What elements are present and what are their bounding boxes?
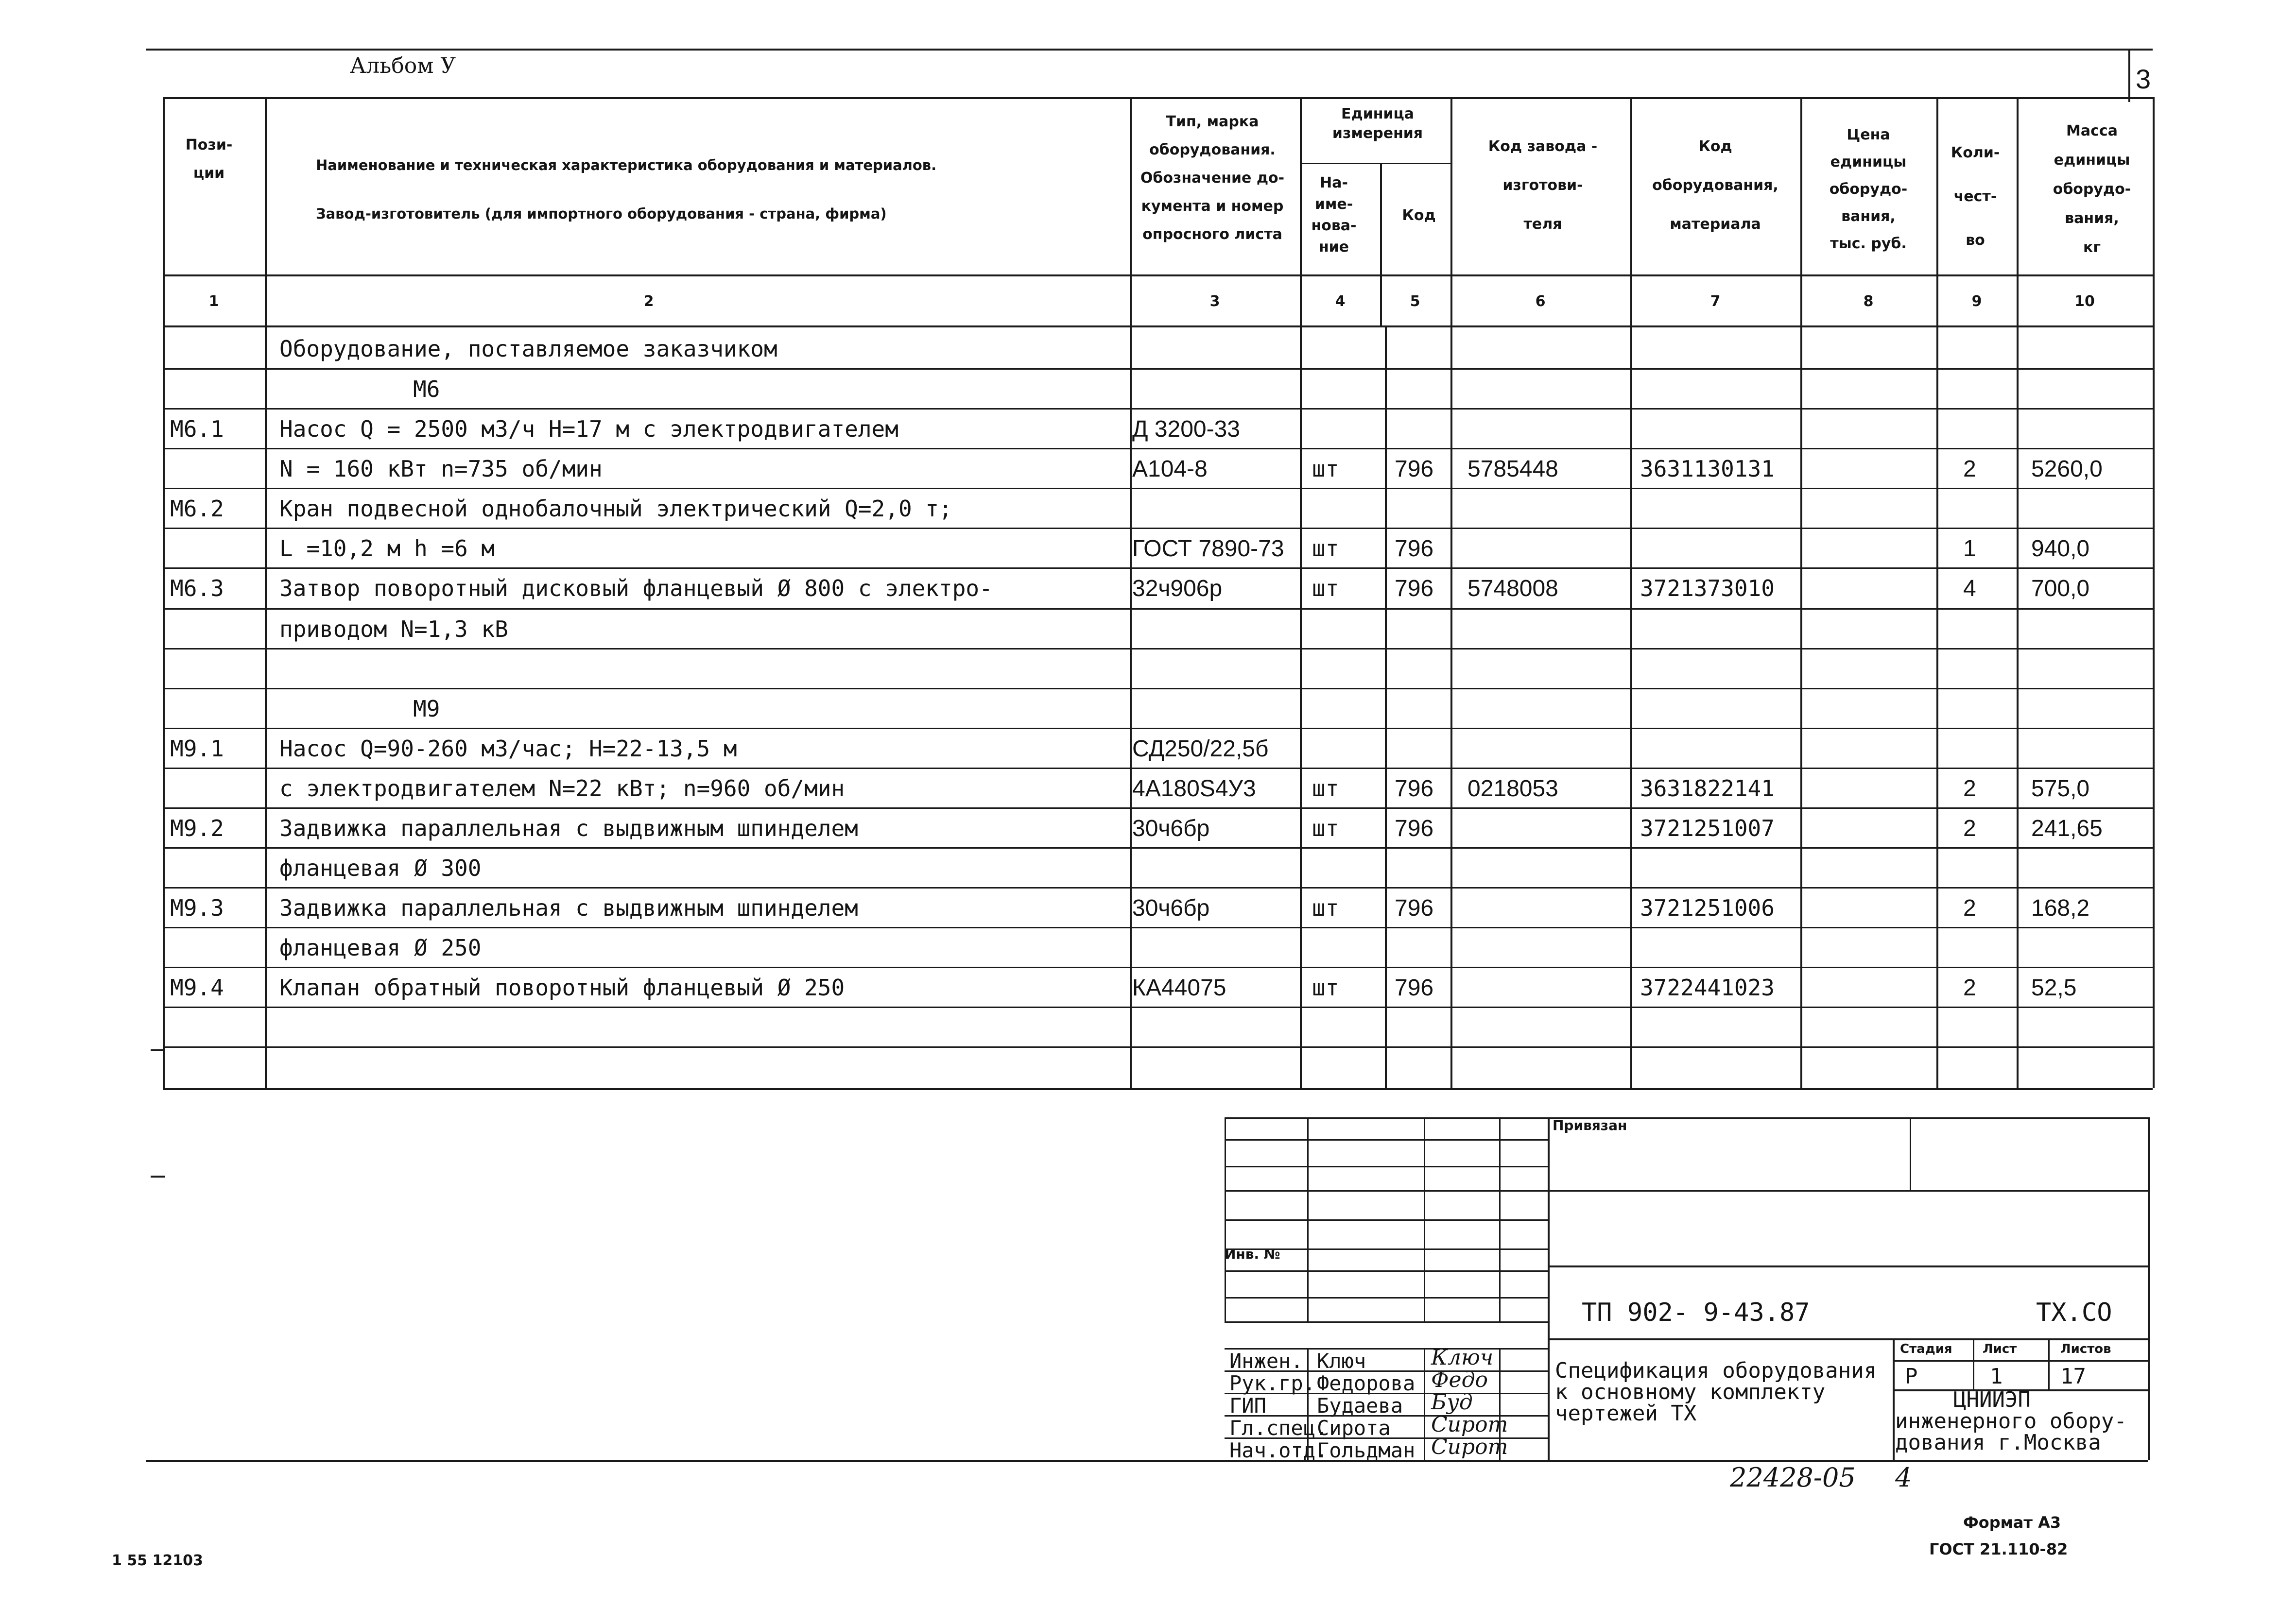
cell-code: 796 — [1395, 536, 1434, 562]
page-bottom-rule — [146, 1460, 2148, 1462]
column-number: 9 — [1971, 293, 1982, 310]
cell-name: М9 — [413, 696, 440, 722]
cell-equip: 3721251006 — [1640, 895, 1775, 921]
sheet-label: Лист — [1983, 1342, 2017, 1356]
cell-unit: шт — [1312, 535, 1339, 562]
cell-name: Затвор поворотный дисковый фланцевый Ø 800 с электро- — [279, 575, 993, 601]
cell-mass: 5260,0 — [2031, 456, 2103, 482]
column-border — [1630, 97, 1632, 1088]
stamp-line — [1910, 1117, 1911, 1190]
cell-qty: 2 — [1963, 895, 1976, 921]
row-border — [163, 768, 2153, 769]
cell-name: М6 — [413, 376, 440, 402]
stamp-line — [1548, 1190, 2148, 1192]
cell-unit: шт — [1312, 575, 1339, 601]
row-border — [163, 847, 2153, 849]
cell-code: 796 — [1395, 975, 1434, 1001]
cell-factory: 5748008 — [1467, 576, 1558, 601]
hdr-col7: Код оборудования, материала — [1652, 138, 1778, 233]
unit-subheader-line — [1300, 163, 1450, 164]
cell-equip: 3631130131 — [1640, 456, 1775, 482]
cell-type: 32ч906р — [1132, 576, 1223, 601]
cell-unit: шт — [1312, 895, 1339, 921]
hdr-col2: Наименование и техническая характеристика оборудования и материалов. Завод-изготовитель (для импортного оборудования - страна, фирма) — [316, 157, 937, 222]
cell-name: Насос Q = 2500 м3/ч Н=17 м с электродвигателем — [279, 416, 898, 442]
column-border — [2017, 97, 2019, 1088]
column-number: 7 — [1710, 293, 1721, 310]
person-name: Будаева — [1317, 1394, 1403, 1418]
signature: Буд — [1431, 1390, 1473, 1415]
cell-equip: 3631822141 — [1640, 775, 1775, 802]
stamp-line — [1499, 1117, 1501, 1321]
header-bottom-border — [163, 274, 2153, 276]
stamp-line — [2048, 1338, 2050, 1389]
row-border — [163, 688, 2153, 689]
cell-type: КА44075 — [1132, 975, 1226, 1001]
stamp-line — [1548, 1338, 2148, 1340]
top-rule — [146, 49, 2153, 51]
cell-mass: 168,2 — [2031, 895, 2090, 921]
cell-type: ГОСТ 7890-73 — [1132, 536, 1284, 562]
cell-name: приводом N=1,3 кВ — [279, 616, 508, 642]
cell-mass: 52,5 — [2031, 975, 2077, 1001]
numbers-bottom-border — [163, 325, 2153, 327]
hdr-col3: Тип, марка оборудования. Обозначение до- кумента и номер опросного листа — [1140, 113, 1285, 243]
hdr-col10: Масса единицы оборудо- вания, кг — [2053, 122, 2131, 256]
role: ГИП — [1229, 1394, 1266, 1418]
row-border — [163, 448, 2153, 449]
column-border — [1936, 97, 1938, 1088]
cell-unit: шт — [1312, 775, 1339, 802]
person-name: Сирота — [1317, 1416, 1391, 1440]
table-top-border — [163, 97, 2153, 99]
person-name: Ключ — [1317, 1349, 1366, 1373]
cell-pos: М6.2 — [170, 496, 224, 522]
role: Инжен. — [1229, 1349, 1303, 1373]
column-border — [1800, 97, 1802, 1088]
cell-qty: 2 — [1963, 776, 1976, 802]
handwritten-number: 22428-05 — [1730, 1462, 1856, 1493]
cell-type: Д 3200-33 — [1132, 416, 1240, 442]
cell-name: с электродвигателем N=22 кВт; n=960 об/мин — [279, 775, 845, 802]
stamp-line — [1225, 1321, 1548, 1323]
cell-pos: М6.1 — [170, 416, 224, 442]
doc-code: ТП 902- 9-43.87 — [1582, 1298, 1810, 1327]
cell-name: N = 160 кВт n=735 об/мин — [279, 456, 603, 482]
cell-code: 796 — [1395, 456, 1434, 482]
margin-tick — [151, 1176, 165, 1178]
row-border — [163, 728, 2153, 729]
sheets-label: Листов — [2060, 1342, 2111, 1356]
album-label: Альбом У — [350, 53, 456, 78]
signature: Ключ — [1431, 1345, 1494, 1370]
cell-mass: 241,65 — [2031, 816, 2103, 841]
stamp-line — [1307, 1117, 1309, 1321]
stamp-line — [1893, 1389, 2148, 1391]
cell-factory: 5785448 — [1467, 456, 1558, 482]
cell-qty: 2 — [1963, 456, 1976, 482]
cell-unit: шт — [1312, 815, 1339, 841]
stage-label: Стадия — [1900, 1342, 1952, 1356]
cell-name: фланцевая Ø 300 — [279, 855, 482, 881]
stamp-line — [1548, 1117, 1550, 1460]
handwritten-sheet: 4 — [1895, 1462, 1912, 1493]
cell-type: 4А180S4У3 — [1132, 776, 1256, 802]
cell-type: СД250/22,5б — [1132, 736, 1269, 762]
column-border — [1380, 163, 1382, 325]
row-border — [163, 528, 2153, 529]
cell-name: Насос Q=90-260 м3/час; Н=22-13,5 м — [279, 735, 737, 762]
stage-value: Р — [1905, 1364, 1918, 1389]
stamp-line — [1424, 1117, 1425, 1321]
column-border — [1300, 97, 1302, 1088]
column-number: 8 — [1863, 293, 1874, 310]
column-border — [1385, 325, 1387, 1088]
hdr-col4: На- име- нова- ние — [1311, 174, 1357, 256]
signature: Сирот — [1431, 1412, 1508, 1437]
cell-qty: 2 — [1963, 975, 1976, 1001]
column-number: 4 — [1335, 293, 1346, 310]
stamp-line — [1973, 1338, 1974, 1389]
cell-qty: 1 — [1963, 536, 1976, 562]
cell-unit: шт — [1312, 456, 1339, 482]
cell-type: 30ч6бр — [1132, 895, 1210, 921]
cell-code: 796 — [1395, 895, 1434, 921]
sheets-value: 17 — [2060, 1364, 2086, 1389]
row-border — [163, 927, 2153, 928]
person-name: Гольдман — [1317, 1438, 1416, 1462]
cell-equip: 3721251007 — [1640, 815, 1775, 841]
stamp-line — [1307, 1348, 1309, 1460]
row-border — [163, 887, 2153, 889]
cell-equip: 3722441023 — [1640, 974, 1775, 1001]
cell-pos: М9.1 — [170, 735, 224, 762]
row-border — [163, 648, 2153, 650]
doc-mark: ТХ.СО — [2036, 1298, 2112, 1327]
privyazan-label: Привязан — [1553, 1117, 1627, 1133]
cell-equip: 3721373010 — [1640, 575, 1775, 601]
cell-mass: 575,0 — [2031, 776, 2090, 802]
signature: Федо — [1431, 1368, 1488, 1392]
row-border — [163, 1046, 2153, 1048]
hdr-col9: Коли- чест- во — [1951, 144, 2000, 249]
hdr-col5: Код — [1402, 207, 1436, 224]
cell-mass: 940,0 — [2031, 536, 2090, 562]
cell-name: L =10,2 м h =6 м — [279, 535, 495, 562]
gost-label: ГОСТ 21.110-82 — [1929, 1540, 2068, 1558]
column-border — [1130, 97, 1132, 1088]
column-number: 5 — [1410, 293, 1420, 310]
cell-qty: 4 — [1963, 576, 1976, 601]
organization: ЦНИИЭП инженерного обору- дования г.Москва — [1895, 1387, 2127, 1455]
sheet-value: 1 — [1990, 1364, 2003, 1389]
sheet-corner-number: 3 — [2136, 64, 2151, 94]
table-bottom-border — [163, 1088, 2153, 1090]
stamp-line — [1499, 1348, 1501, 1460]
format-label: Формат А3 — [1963, 1513, 2061, 1532]
cell-code: 796 — [1395, 816, 1434, 841]
row-border — [163, 368, 2153, 370]
cell-name: Клапан обратный поворотный фланцевый Ø 250 — [279, 974, 845, 1001]
column-border — [2153, 97, 2155, 1088]
cell-name: Задвижка параллельная с выдвижным шпинделем — [279, 895, 858, 921]
cell-name: Кран подвесной однобалочный электрический Q=2,0 т; — [279, 496, 952, 522]
column-border — [1450, 97, 1452, 1088]
inv-label: Инв. № — [1225, 1246, 1280, 1262]
cell-pos: М6.3 — [170, 575, 224, 601]
column-border — [163, 97, 165, 1088]
cell-mass: 700,0 — [2031, 576, 2090, 601]
row-border — [163, 567, 2153, 569]
cell-name: Задвижка параллельная с выдвижным шпинделем — [279, 815, 858, 841]
column-number: 2 — [643, 293, 654, 310]
stamp-top-border — [1225, 1117, 2148, 1119]
row-border — [163, 807, 2153, 809]
row-border — [163, 608, 2153, 610]
corner-divider — [2128, 49, 2130, 102]
hdr-unit-title: Единица измерения — [1332, 105, 1423, 142]
signature: Сирот — [1431, 1435, 1508, 1459]
person-name: Федорова — [1317, 1371, 1416, 1395]
cell-factory: 0218053 — [1467, 776, 1558, 802]
column-number: 10 — [2074, 293, 2095, 310]
cell-pos: М9.2 — [170, 815, 224, 841]
row-border — [163, 967, 2153, 968]
row-border — [163, 1007, 2153, 1008]
hdr-col1: Пози- ции — [185, 137, 233, 182]
column-number: 6 — [1535, 293, 1546, 310]
stamp-line — [1893, 1338, 1895, 1460]
margin-tick — [151, 1049, 165, 1051]
cell-qty: 2 — [1963, 816, 1976, 841]
stamp-line — [1548, 1265, 2148, 1267]
cell-name: фланцевая Ø 250 — [279, 935, 482, 961]
stamp-line — [1424, 1348, 1425, 1460]
column-number: 1 — [208, 293, 219, 310]
row-border — [163, 408, 2153, 410]
cell-type: 30ч6бр — [1132, 816, 1210, 841]
cell-unit: шт — [1312, 974, 1339, 1001]
row-border — [163, 488, 2153, 489]
doc-title: Спецификация оборудования к основному комплекту чертежей ТХ — [1555, 1358, 1877, 1426]
cell-pos: М9.3 — [170, 895, 224, 921]
stamp-line — [1893, 1360, 2148, 1362]
hdr-col6: Код завода - изготови- теля — [1488, 138, 1598, 233]
cell-pos: М9.4 — [170, 974, 224, 1001]
cell-code: 796 — [1395, 576, 1434, 601]
column-border — [265, 97, 267, 1088]
role: Гл.спец. — [1229, 1416, 1328, 1440]
bottom-code: 1 55 12103 — [112, 1552, 203, 1569]
cell-code: 796 — [1395, 776, 1434, 802]
hdr-col8: Цена единицы оборудо- вания, тыс. руб. — [1829, 126, 1908, 252]
cell-type: А104-8 — [1132, 456, 1208, 482]
role: Рук.гр. — [1229, 1371, 1316, 1395]
stamp-line — [1225, 1117, 1226, 1321]
column-number: 3 — [1209, 293, 1220, 310]
stamp-right-border — [2148, 1117, 2150, 1460]
role: Нач.отд. — [1229, 1438, 1328, 1462]
cell-name: Оборудование, поставляемое заказчиком — [279, 336, 777, 362]
